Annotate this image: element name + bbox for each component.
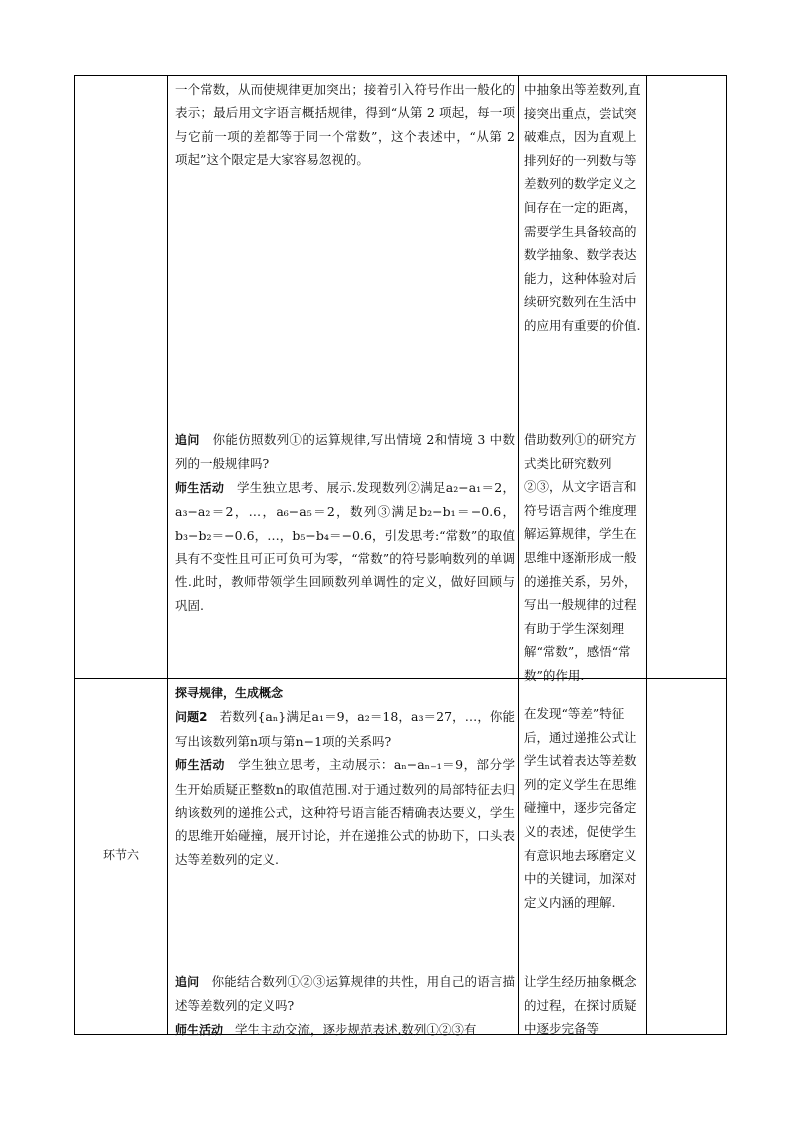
row2-side-cell	[524, 702, 646, 914]
activity-label: 师生活动	[175, 758, 225, 773]
column-divider	[518, 76, 519, 1034]
activity-label: 师生活动	[175, 1022, 224, 1037]
row2-side-cell-2	[524, 970, 646, 1041]
row1-main-paragraph: 一个常数，从而使规律更加突出；接着引入符号作出一般化的表示；最后用文字语言概括规律，得到“从第 2 项起，每一项与它前一项的差都等于同一个常数”，这个表述中，“从第 2 项起”这个限定是大家容易忽视的。	[175, 82, 515, 168]
row1-main-cell	[175, 78, 515, 172]
column-divider	[646, 76, 647, 1034]
question-2	[175, 705, 515, 753]
row2-side-paragraph-2: 让学生经历抽象概念的过程，在探讨质疑中逐步完备等	[524, 974, 637, 1037]
followup-text: 你能结合数列①②③运算规律的共性，用自己的语言描述等差数列的定义吗?	[175, 974, 515, 1014]
row2-main-cell	[175, 682, 515, 871]
section-heading: 探寻规律，生成概念	[175, 686, 284, 700]
question-text: 若数列{aₙ}满足a₁＝9，a₂＝18，a₃＝27，…，你能写出该数列第n项与第n−1项的关系吗?	[175, 709, 515, 749]
row2-followup-cell	[175, 970, 515, 1042]
section-label: 环节六	[102, 848, 139, 862]
row1-side-cell-2	[524, 428, 646, 688]
question-label: 问题2	[175, 710, 208, 725]
column-divider	[167, 76, 168, 1034]
row2-followup	[175, 970, 515, 1018]
row1-followup	[175, 428, 515, 476]
activity-text: 学生独立思考，主动展示：aₙ−aₙ₋₁＝9，部分学生开始质疑正整数n的取值范围.对于通过数列的局部特征去归纳该数列的递推公式，这种符号语言能否精确表达要义，学生的思维开始碰撞，展开讨论，并在递推公式的协助下，口头表达等差数列的定义.	[175, 757, 515, 867]
followup-text: 你能仿照数列①的运算规律,写出情境 2和情境 3 中数列的一般规律吗?	[175, 432, 515, 472]
row2-side-paragraph: 在发现“等差”特征后，通过递推公式让学生试着表达等差数列的定义学生在思维碰撞中，逐步完备定义的表述，促使学生有意识地去琢磨定义中的关键词，加深对定义内涵的理解.	[524, 706, 637, 910]
row1-side-paragraph-2: 借助数列①的研究方式类比研究数列②③，从文字语言和符号语言两个维度理解运算规律，学生在思维中逐渐形成一般的递推关系，另外，写出一般规律的过程有助于学生深刻理解“常数”，感悟“常数”的作用.	[524, 432, 637, 683]
lesson-plan-table	[74, 75, 727, 1035]
row2-activity-2	[175, 1018, 515, 1042]
followup-label: 追问	[175, 433, 200, 447]
row1-followup-cell	[175, 428, 515, 617]
row1-side-paragraph: 中抽象出等差数列,直接突出重点，尝试突破难点，因为直观上排列好的一列数与等差数列的数学定义之间存在一定的距离，需要学生具备较高的数学抽象、数学表达能力，这种体验对后续研究数列在生活中的应用有重要的价值.	[524, 82, 641, 333]
row1-activity	[175, 476, 515, 617]
activity-text: 学生独立思考、展示.发现数列②满足a₂−a₁＝2，a₃−a₂＝2，…，a₆−a₅＝2，数列③满足b₂−b₁＝−0.6，b₃−b₂＝−0.6，…，b₅−b₄＝−0.6，引发思考:“常数”的取值具有不变性且可正可负可为零，“常数”的符号影响数列的单调性.此时，教师带领学生回顾数列单调性的定义，做好回顾与巩固.	[175, 479, 515, 613]
followup-label: 追问	[175, 975, 200, 989]
activity-text: 学生主动交流，逐步规范表述.数列①②③有	[234, 1021, 477, 1037]
activity-label: 师生活动	[175, 480, 225, 495]
row1-side-cell	[524, 78, 646, 338]
row2-activity	[175, 753, 515, 871]
